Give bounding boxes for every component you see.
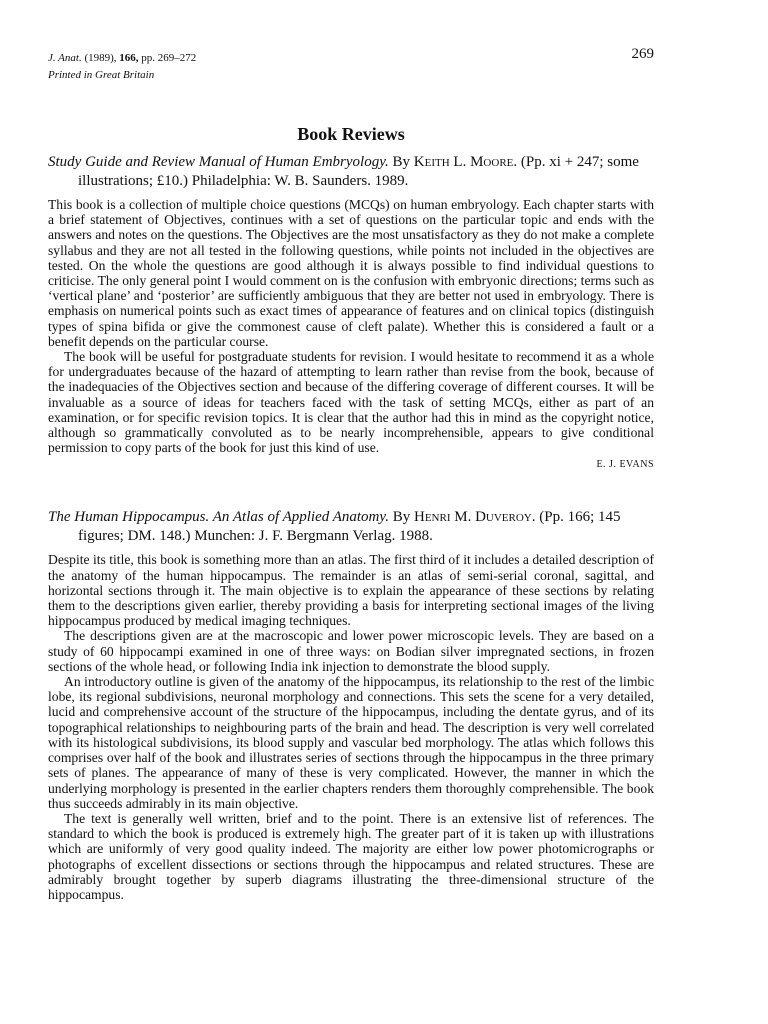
review-2 [48, 508, 654, 902]
page-header [48, 46, 654, 90]
journal-page [48, 46, 654, 902]
by-word: By [392, 154, 411, 170]
review-paragraph: An introductory outline is given of the anatomy of the hippocampus, its relationship to the rest of the limbic lobe, its regional subdivisions, neuronal morphology and connections. This sets the scene for a very detailed, lucid and comprehensive account of the structure of the hippocampus, including the dentate gyrus, and of its topographical relationships to neighbouring parts of the brain and head. The description is very well correlated with its histological subdivisions, its blood supply and vascular bed morphology. The atlas which follows this comprises over half of the book and illustrates series of sections through the hippocampus in the three primary sets of planes. The appearance of many of these is very complicated. However, the manner in which the underlying morphology is presented in the earlier chapters renders them thoroughly comprehensible. The book thus succeeds admirably in its main objective. [48, 674, 654, 811]
book-details: (Pp. 166; 145 figures; DM. 148.) Munchen: J. F. Bergmann Verlag. 1988. [78, 509, 621, 545]
review-paragraph: Despite its title, this book is something more than an atlas. The first third of it includes a detailed description of the anatomy of the human hippocampus. The remainder is an atlas of semi-serial coronal, sagittal, and horizontal sections through it. The main objective is to explain the appearance of these sections by relating them to the descriptions given earlier, thereby providing a basis for interpreting sectional images of the living hippocampus produced by medical imaging techniques. [48, 552, 654, 629]
review-1 [48, 153, 654, 470]
page-number: 269 [631, 46, 654, 62]
section-title: Book Reviews [297, 124, 405, 144]
book-details: (Pp. xi + 247; some illustrations; £10.) Philadelphia: W. B. Saunders. 1989. [78, 154, 639, 189]
by-word: By [392, 509, 411, 526]
journal-volume: 166, [119, 52, 139, 64]
book-title: Study Guide and Review Manual of Human Embryology. [48, 154, 389, 170]
book-author: Keith L. Moore. [413, 154, 518, 170]
review-heading [48, 153, 654, 191]
journal-citation [48, 50, 654, 67]
book-author: Henri M. Duveroy. [414, 509, 536, 526]
review-paragraph: The text is generally well written, brief and to the point. There is an extensive list of references. The standard to which the book is produced is extremely high. The greater part of it is taken up with illustrations which are uniformly of very good quality indeed. The majority are either low power photomicrographs or photographs of excellent dissections or sections through the hippocampus and related structures. These are admirably brought together by superb diagrams illustrating the three-dimensional structure of the hippocampus. [48, 810, 654, 902]
review-heading [48, 508, 654, 546]
reviewer-signature: E. J. EVANS [596, 459, 654, 471]
review-paragraph: This book is a collection of multiple choice questions (MCQs) on human embryology. Each chapter starts with a brief statement of Objectives, continues with a set of questions on the particular topic and ends with the answers and notes on the questions. The Objectives are the most unsatisfactory as they do not make a complete syllabus and they are not all tested in the following questions, while points not included in the objectives are tested. On the whole the questions are good although it is always possible to find individual questions to criticise. The only general point I would comment on is the confusion with embryonic directions; terms such as ‘vertical plane’ and ‘posterior’ are sufficiently ambiguous that they are better not used in embryology. There is emphasis on numerical points such as exact times of appearance of features and on clinical topics (distinguish types of spina bifida or give the commonest cause of cleft palate). Whether this is considered a fault or a benefit depends on the particular course. [48, 197, 654, 349]
journal-pages: pp. 269–272 [141, 52, 197, 64]
review-paragraph: The book will be useful for postgraduate students for revision. I would hesitate to recommend it as a whole for undergraduates because of the hazard of attempting to learn rather than revise from the book, because of the inadequacies of the Objectives section and because of the differing coverage of different courses. It will be invaluable as a source of ideas for teachers faced with the task of setting MCQs, either as part of an examination, or for specific revision topics. It is clear that the author had this in mind as the copyright notice, although so grammatically convoluted as to be nearly incomprehensible, appears to give conditional permission to copy parts of the book for just this kind of use. [48, 349, 654, 456]
journal-year: (1989), [84, 52, 117, 64]
printed-note: Printed in Great Britain [48, 69, 155, 81]
journal-name: J. Anat. [48, 52, 82, 64]
review-paragraph: The descriptions given are at the macroscopic and lower power microscopic levels. They are based on a study of 60 hippocampi examined in one of three ways: on Bodian silver impregnated sections, in frozen sections of the whole head, or following India ink injection to demonstrate the blood supply. [48, 628, 654, 674]
book-title: The Human Hippocampus. An Atlas of Applied Anatomy. [48, 509, 389, 526]
